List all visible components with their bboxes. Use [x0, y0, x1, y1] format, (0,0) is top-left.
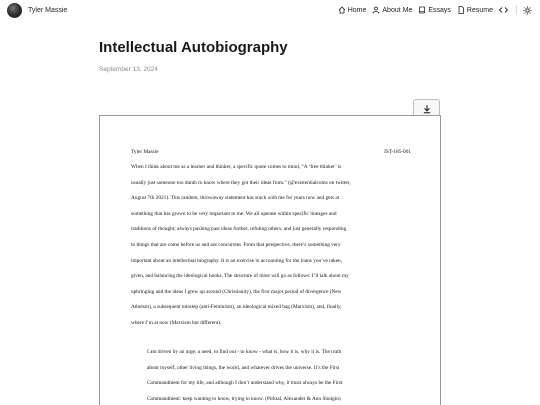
author-name[interactable]: Tyler Massie	[28, 7, 68, 14]
document-course-code: IST-185-001	[384, 149, 411, 155]
nav-resume-link[interactable]	[457, 6, 493, 14]
nav-divider	[516, 5, 517, 15]
document-line: traditions of thought; always pushing past ideas further, refuting others, and just generally responding	[131, 226, 347, 233]
document-icon	[457, 6, 465, 14]
document-line: Commandment: keep wanting to know, trying to know. (Pirktal, Alexander & Ann Shulgin)	[147, 395, 341, 402]
document-line: given, and balancing the ideological books. The structure of mine will go as follows: I’ll talk about my	[131, 273, 349, 280]
document-author: Tyler Massie	[131, 149, 159, 155]
document-paragraph-1	[131, 160, 413, 332]
book-icon	[418, 6, 426, 14]
document-line: When I think about me as a learner and thinker, a specific quote comes to mind, “A ‘free thinker’ is	[131, 164, 342, 170]
nav-about-link[interactable]	[372, 6, 412, 14]
publish-date: September 13, 2024	[99, 66, 158, 73]
sun-icon	[523, 6, 532, 15]
nav-resume-label: Resume	[466, 6, 493, 14]
avatar[interactable]	[7, 3, 22, 18]
site-brand[interactable]	[7, 3, 67, 18]
document-line: I am driven by an urge, a need, to find out - to know - what is, how it is, why it is. The truth	[147, 349, 342, 355]
main-nav	[332, 5, 532, 15]
document-line: Atheism), a subsequent misstep (anti-Feminism), an ideological mixed bag (Marxism), and, finally,	[131, 304, 342, 311]
document-line: August 7th 2021). This random, throwaway statement has stuck with me for years now and gets at	[131, 195, 340, 202]
code-icon	[499, 6, 508, 14]
document-line: Commandment for my life, and although I don’t understand why, it must always be the First	[147, 380, 343, 387]
theme-toggle-button[interactable]	[523, 6, 532, 15]
document-line: important about an intellectual biography. It is an exercise in accounting for the loans you’ve taken,	[131, 257, 343, 264]
document-line: where I’m at now (Marxism but different).	[131, 319, 222, 326]
page-title: Intellectual Autobiography	[99, 39, 288, 56]
document-line: usually just someone too dumb to know where they got their ideas from.” (@existentialcoms on twitter,	[131, 179, 351, 186]
code-button[interactable]	[499, 6, 508, 14]
person-icon	[372, 6, 380, 14]
top-navigation-bar	[0, 0, 540, 22]
document-block-quote	[147, 345, 415, 405]
pdf-document-viewer[interactable]	[99, 115, 441, 405]
nav-essays-label: Essays	[428, 6, 451, 14]
document-line: to things that are come before us and are concurrent. From that perspective, there’s something very	[131, 241, 341, 248]
nav-home-label: Home	[347, 6, 367, 14]
home-icon	[338, 6, 346, 14]
nav-about-label: About Me	[382, 6, 413, 14]
document-line: upbringing and the ideas I grew up around (Christianity), the first major period of divergence (New	[131, 288, 342, 295]
download-icon	[422, 104, 432, 114]
document-line: something that has grown to be very important to me. We all operate within specific lineages and	[131, 210, 337, 217]
nav-home-link[interactable]	[338, 6, 367, 14]
nav-essays-link[interactable]	[418, 6, 451, 14]
document-line: about myself, other living things, the world, and whatever drives the universe. It’s the First	[147, 364, 340, 371]
